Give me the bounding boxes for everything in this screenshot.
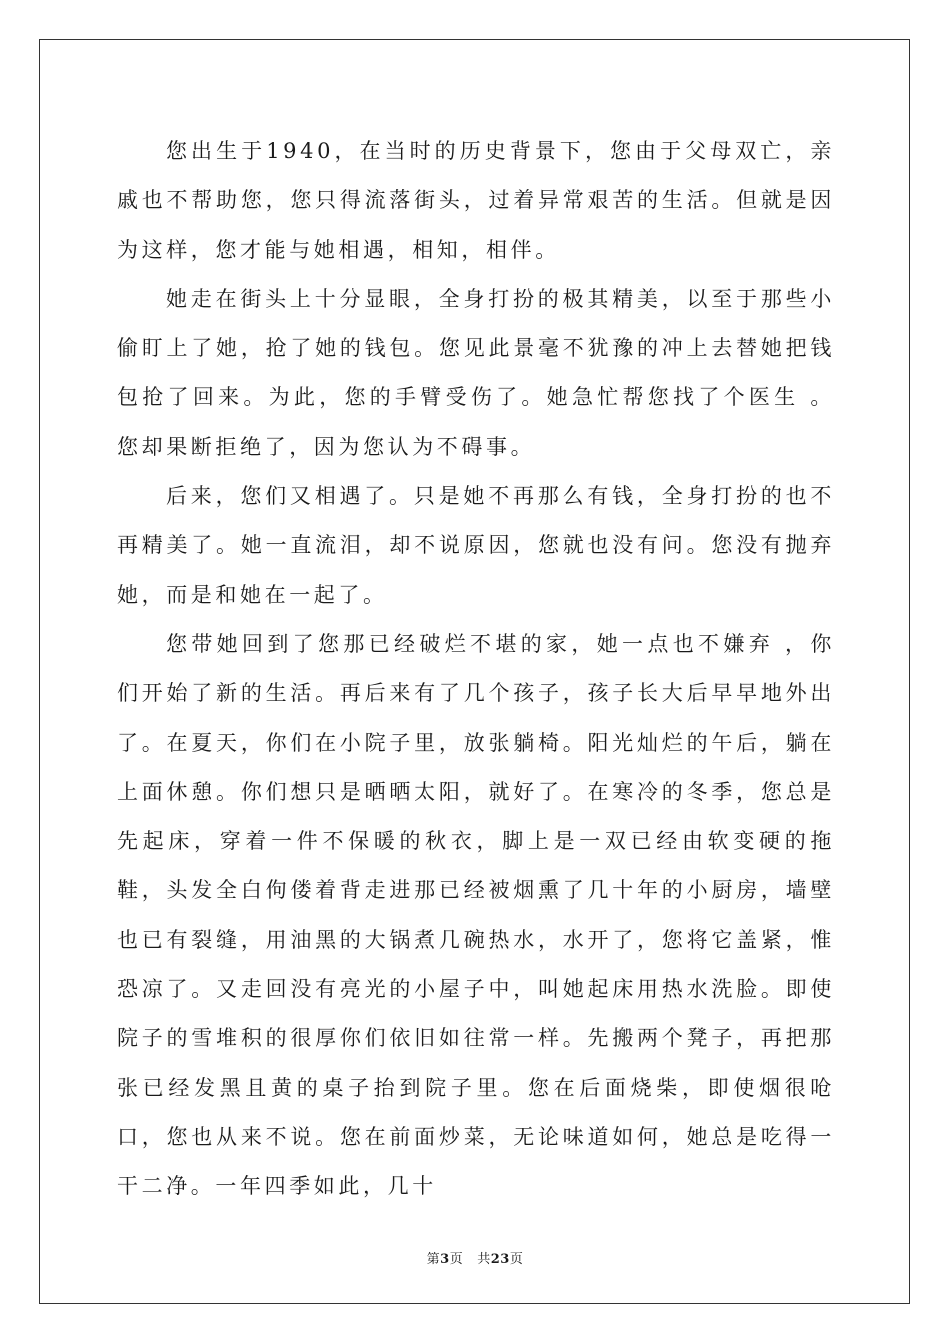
total-pages: 23 [490,1252,510,1267]
paragraph: 后来，您们又相遇了。只是她不再那么有钱，全身打扮的也不再精美了。她一直流泪，却不说原因，您就也没有问。您没有抛弃她，而是和她在一起了。 [117,484,835,607]
total-label-prefix: 共 [477,1252,491,1267]
paragraph: 她走在街头上十分显眼，全身打扮的极其精美，以至于那些小偷盯上了她，抢了她的钱包。您见此景毫不犹豫的冲上去替她把钱包抢了回来。为此，您的手臂受伤了。她急忙帮您找了个医生 。您却果断拒绝了，因为您认为不碍事。 [117,286,835,459]
page-label-suffix: 页 [449,1252,464,1267]
paragraph: 您出生于1940，在当时的历史背景下，您由于父母双亡，亲戚也不帮助您，您只得流落街头，过着异常艰苦的生活。但就是因为这样，您才能与她相遇，相知，相伴。 [117,139,835,262]
total-label-suffix: 页 [509,1252,524,1267]
page-number: 3 [440,1252,450,1267]
page-footer [0,1248,950,1267]
document-body [117,127,835,1212]
paragraph: 您带她回到了您那已经破烂不堪的家，她一点也不嫌弃 ，你们开始了新的生活。再后来有了几个孩子，孩子长大后早早地外出了。在夏天，你们在小院子里，放张躺椅。阳光灿烂的午后，躺在上面休憩。你们想只是晒晒太阳，就好了。在寒冷的冬季，您总是先起床，穿着一件不保暖的秋衣，脚上是一双已经由软变硬的拖鞋，头发全白佝偻着背走进那已经被烟熏了几十年的小厨房，墙壁也已有裂缝，用油黑的大锅煮几碗热水，水开了，您将它盖紧，惟恐凉了。又走回没有亮光的小屋子中，叫她起床用热水洗脸。即使院子的雪堆积的很厚你们依旧如往常一样。先搬两个凳子，再把那张已经发黑且黄的桌子抬到院子里。您在后面烧柴，即使烟很呛口，您也从来不说。您在前面炒菜，无论味道如何，她总是吃得一干二净。一年四季如此，几十 [117,631,835,1199]
page-label-prefix: 第 [426,1252,441,1267]
